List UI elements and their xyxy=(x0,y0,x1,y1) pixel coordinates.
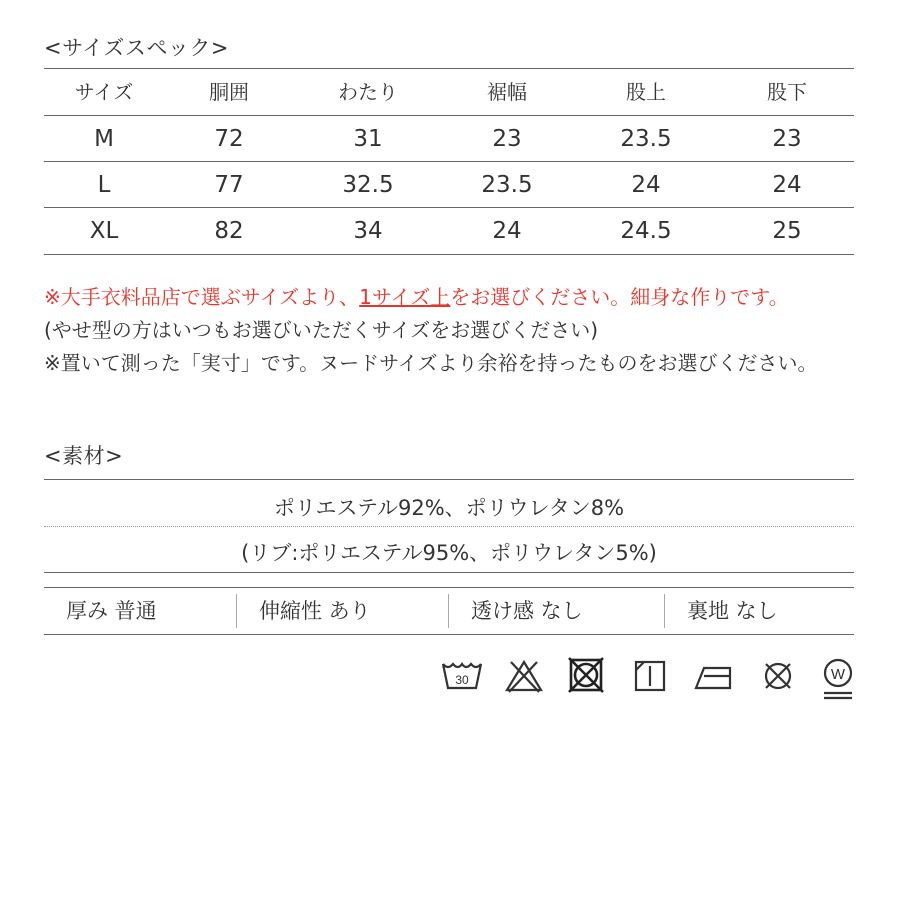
cell-size: XL xyxy=(89,218,119,244)
no-iron-icon xyxy=(692,656,736,696)
cell-size: L xyxy=(97,172,111,198)
cell-waist: 77 xyxy=(214,172,244,198)
cell-hem-width: 23.5 xyxy=(481,172,533,198)
note-actual-measure: ※置いて測った「実寸」です。ヌードサイズより余裕を持ったものをお選びください。 xyxy=(44,351,818,375)
cell-thigh: 32.5 xyxy=(342,172,394,198)
header-thigh: わたり xyxy=(338,80,398,104)
note-size-up-pre: ※大手衣料品店で選ぶサイズより、 xyxy=(44,285,360,309)
cell-thigh: 31 xyxy=(353,126,383,152)
wash-temp-label: 30 xyxy=(455,673,469,687)
size-notes xyxy=(44,281,864,380)
table-header-row xyxy=(44,69,854,115)
cell-rise: 24 xyxy=(631,172,661,198)
no-bleach-icon xyxy=(503,656,545,696)
size-spec-heading: <サイズスペック> xyxy=(44,36,230,60)
prop-stretch: 伸縮性 あり xyxy=(236,594,448,628)
table-row xyxy=(44,116,854,162)
note-size-up-emphasis: 1サイズ上 xyxy=(359,285,451,309)
note-slim-build: (やせ型の方はいつもお選びいただくサイズをお選びください) xyxy=(44,318,599,342)
header-size: サイズ xyxy=(74,80,134,104)
material-rib: (リブ:ポリエステル95%、ポリウレタン5%) xyxy=(241,541,657,565)
material-main: ポリエステル92%、ポリウレタン8% xyxy=(273,496,625,520)
cell-hem-width: 24 xyxy=(492,218,522,244)
note-size-up-post: をお選びください。細身な作りです。 xyxy=(450,285,789,309)
drip-dry-shade-icon xyxy=(632,656,668,696)
cell-inseam: 25 xyxy=(772,218,802,244)
cell-waist: 72 xyxy=(214,126,244,152)
table-row xyxy=(44,162,854,208)
cell-size: M xyxy=(94,126,114,152)
prop-thickness: 厚み 普通 xyxy=(66,599,157,623)
wet-clean-label: W xyxy=(830,666,846,683)
cell-thigh: 34 xyxy=(353,218,383,244)
header-rise: 股上 xyxy=(626,80,666,104)
no-dry-clean-icon xyxy=(758,656,798,696)
prop-lining: 裏地 なし xyxy=(664,594,854,628)
cell-rise: 23.5 xyxy=(620,126,672,152)
wet-clean-icon xyxy=(818,656,858,704)
wash-30-icon xyxy=(440,656,484,696)
header-waist: 胴囲 xyxy=(209,80,249,104)
material-heading: <素材> xyxy=(44,444,124,468)
note-size-up xyxy=(44,281,864,314)
cell-inseam: 23 xyxy=(772,126,802,152)
material-bottom-rule xyxy=(44,572,854,573)
material-top-rule xyxy=(44,479,854,480)
material-divider xyxy=(44,526,854,527)
cell-rise: 24.5 xyxy=(620,218,672,244)
no-tumble-dry-icon xyxy=(565,656,607,696)
prop-sheerness: 透け感 なし xyxy=(448,594,664,628)
header-hem-width: 裾幅 xyxy=(487,80,527,104)
fabric-properties xyxy=(44,588,854,634)
props-bottom-rule xyxy=(44,634,854,635)
table-bottom-rule xyxy=(44,254,854,255)
cell-inseam: 24 xyxy=(772,172,802,198)
cell-waist: 82 xyxy=(214,218,244,244)
header-inseam: 股下 xyxy=(767,80,807,104)
table-row xyxy=(44,208,854,254)
cell-hem-width: 23 xyxy=(492,126,522,152)
